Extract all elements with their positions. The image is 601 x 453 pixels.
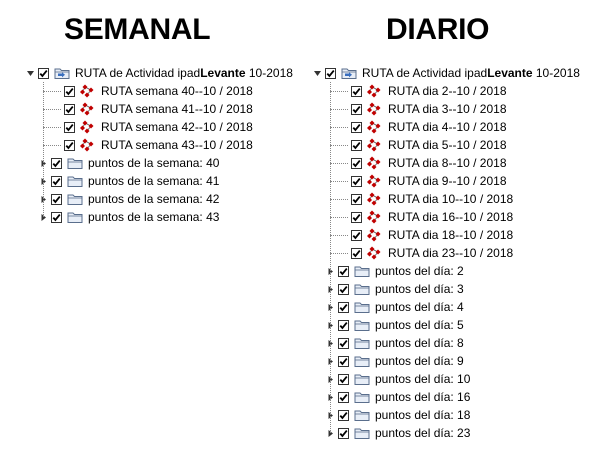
- route-item[interactable]: [313, 154, 580, 172]
- points-folder-label: puntos del día: 18: [375, 408, 471, 422]
- checkbox[interactable]: [51, 176, 62, 187]
- folder-icon: [354, 300, 370, 314]
- route-item[interactable]: [313, 226, 580, 244]
- route-icon: [367, 246, 383, 260]
- checkbox[interactable]: [338, 356, 349, 367]
- route-icon: [80, 138, 96, 152]
- checkbox[interactable]: [51, 194, 62, 205]
- tree-connector: [330, 253, 348, 254]
- checkbox[interactable]: [351, 248, 362, 259]
- folder-icon: [54, 66, 70, 80]
- tree-semanal: [26, 64, 293, 226]
- tree-root[interactable]: [313, 64, 580, 82]
- tree-root-label: [362, 64, 580, 82]
- route-item-label: RUTA semana 40--10 / 2018: [101, 84, 253, 98]
- route-item-label: RUTA semana 41--10 / 2018: [101, 102, 253, 116]
- checkbox[interactable]: [338, 374, 349, 385]
- checkbox[interactable]: [338, 302, 349, 313]
- route-item[interactable]: [313, 118, 580, 136]
- checkbox[interactable]: [351, 122, 362, 133]
- folder-icon: [67, 156, 83, 170]
- route-item[interactable]: [26, 136, 293, 154]
- points-folder[interactable]: [313, 352, 580, 370]
- points-folder-label: puntos del día: 23: [375, 426, 471, 440]
- points-folder[interactable]: [26, 208, 293, 226]
- points-folder[interactable]: [313, 280, 580, 298]
- points-folder[interactable]: [26, 190, 293, 208]
- points-folder-label: puntos del día: 8: [375, 336, 464, 350]
- folder-icon: [67, 174, 83, 188]
- checkbox[interactable]: [351, 194, 362, 205]
- root-label-suffix: 10-2018: [532, 66, 580, 80]
- checkbox[interactable]: [351, 212, 362, 223]
- checkbox[interactable]: [351, 86, 362, 97]
- root-label-prefix: RUTA de Actividad ipad: [362, 66, 488, 80]
- checkbox[interactable]: [351, 158, 362, 169]
- tree-connector: [43, 109, 61, 110]
- checkbox[interactable]: [351, 176, 362, 187]
- folder-icon: [341, 66, 357, 80]
- route-item[interactable]: [313, 136, 580, 154]
- route-icon: [367, 138, 383, 152]
- checkbox[interactable]: [51, 158, 62, 169]
- folder-icon: [354, 336, 370, 350]
- route-icon: [367, 156, 383, 170]
- route-item[interactable]: [26, 100, 293, 118]
- heading-diario: DIARIO: [386, 13, 490, 46]
- tree-connector: [330, 235, 348, 236]
- points-folder[interactable]: [313, 370, 580, 388]
- checkbox[interactable]: [64, 86, 75, 97]
- checkbox[interactable]: [338, 266, 349, 277]
- points-folder[interactable]: [313, 424, 580, 442]
- route-icon: [367, 102, 383, 116]
- points-folder[interactable]: [26, 172, 293, 190]
- folder-icon: [67, 210, 83, 224]
- route-icon: [367, 228, 383, 242]
- tree-connector: [43, 82, 44, 217]
- route-item-label: RUTA dia 8--10 / 2018: [388, 156, 507, 170]
- tree-diario: [313, 64, 580, 442]
- route-icon: [80, 102, 96, 116]
- folder-icon: [67, 192, 83, 206]
- root-label-suffix: 10-2018: [245, 66, 293, 80]
- points-folder-label: puntos del día: 10: [375, 372, 471, 386]
- route-item[interactable]: [313, 82, 580, 100]
- tree-connector: [330, 109, 348, 110]
- points-folder[interactable]: [26, 154, 293, 172]
- checkbox[interactable]: [351, 104, 362, 115]
- folder-icon: [354, 318, 370, 332]
- tree-root[interactable]: [26, 64, 293, 82]
- route-item-label: RUTA dia 9--10 / 2018: [388, 174, 507, 188]
- route-item-label: RUTA dia 23--10 / 2018: [388, 246, 514, 260]
- route-item-label: RUTA dia 4--10 / 2018: [388, 120, 507, 134]
- route-item[interactable]: [313, 100, 580, 118]
- tree-connector: [330, 217, 348, 218]
- checkbox[interactable]: [338, 320, 349, 331]
- points-folder[interactable]: [313, 334, 580, 352]
- route-item[interactable]: [313, 244, 580, 262]
- checkbox[interactable]: [64, 140, 75, 151]
- points-folder-label: puntos del día: 9: [375, 354, 464, 368]
- tree-connector: [330, 82, 331, 433]
- root-label-prefix: RUTA de Actividad ipad: [75, 66, 201, 80]
- route-item-label: RUTA dia 5--10 / 2018: [388, 138, 507, 152]
- checkbox[interactable]: [51, 212, 62, 223]
- triangle-down-icon[interactable]: [26, 64, 35, 82]
- checkbox[interactable]: [338, 338, 349, 349]
- route-icon: [367, 120, 383, 134]
- points-folder[interactable]: [313, 406, 580, 424]
- points-folder[interactable]: [313, 262, 580, 280]
- route-item-label: RUTA dia 3--10 / 2018: [388, 102, 507, 116]
- checkbox[interactable]: [338, 284, 349, 295]
- tree-connector: [330, 199, 348, 200]
- points-folder-label: puntos del día: 3: [375, 282, 464, 296]
- route-item-label: RUTA dia 16--10 / 2018: [388, 210, 514, 224]
- route-item-label: RUTA dia 10--10 / 2018: [388, 192, 514, 206]
- tree-connector: [330, 181, 348, 182]
- points-folder-label: puntos del día: 4: [375, 300, 464, 314]
- points-folder-label: puntos de la semana: 42: [88, 192, 220, 206]
- checkbox[interactable]: [338, 428, 349, 439]
- checkbox[interactable]: [351, 230, 362, 241]
- checkbox[interactable]: [64, 122, 75, 133]
- route-item[interactable]: [313, 208, 580, 226]
- folder-icon: [354, 372, 370, 386]
- tree-connector: [43, 145, 61, 146]
- tree-connector: [330, 145, 348, 146]
- tree-connector: [43, 91, 61, 92]
- folder-icon: [354, 354, 370, 368]
- route-item[interactable]: [26, 118, 293, 136]
- route-icon: [367, 192, 383, 206]
- route-icon: [367, 210, 383, 224]
- tree-connector: [330, 163, 348, 164]
- folder-icon: [354, 264, 370, 278]
- route-icon: [367, 174, 383, 188]
- triangle-down-icon[interactable]: [313, 64, 322, 82]
- folder-icon: [354, 408, 370, 422]
- folder-icon: [354, 282, 370, 296]
- route-icon: [80, 84, 96, 98]
- tree-connector: [43, 127, 61, 128]
- heading-semanal: SEMANAL: [64, 13, 211, 46]
- points-folder-label: puntos de la semana: 41: [88, 174, 220, 188]
- checkbox[interactable]: [351, 140, 362, 151]
- points-folder-label: puntos de la semana: 40: [88, 156, 220, 170]
- tree-connector: [330, 127, 348, 128]
- route-item-label: RUTA dia 18--10 / 2018: [388, 228, 514, 242]
- route-icon: [367, 84, 383, 98]
- points-folder-label: puntos del día: 16: [375, 390, 471, 404]
- checkbox[interactable]: [64, 104, 75, 115]
- tree-root-label: [75, 64, 293, 82]
- points-folder[interactable]: [313, 298, 580, 316]
- checkbox[interactable]: [338, 410, 349, 421]
- folder-icon: [354, 426, 370, 440]
- folder-icon: [354, 390, 370, 404]
- route-icon: [80, 120, 96, 134]
- points-folder-label: puntos de la semana: 43: [88, 210, 220, 224]
- route-item-label: RUTA dia 2--10 / 2018: [388, 84, 507, 98]
- checkbox[interactable]: [38, 68, 49, 79]
- checkbox[interactable]: [325, 68, 336, 79]
- points-folder-label: puntos del día: 2: [375, 264, 464, 278]
- route-item[interactable]: [313, 172, 580, 190]
- points-folder-label: puntos del día: 5: [375, 318, 464, 332]
- route-item-label: RUTA semana 42--10 / 2018: [101, 120, 253, 134]
- route-item[interactable]: [26, 82, 293, 100]
- checkbox[interactable]: [338, 392, 349, 403]
- points-folder[interactable]: [313, 388, 580, 406]
- tree-connector: [330, 91, 348, 92]
- route-item-label: RUTA semana 43--10 / 2018: [101, 138, 253, 152]
- root-label-bold: Levante: [200, 66, 246, 80]
- root-label-bold: Levante: [487, 66, 533, 80]
- route-item[interactable]: [313, 190, 580, 208]
- points-folder[interactable]: [313, 316, 580, 334]
